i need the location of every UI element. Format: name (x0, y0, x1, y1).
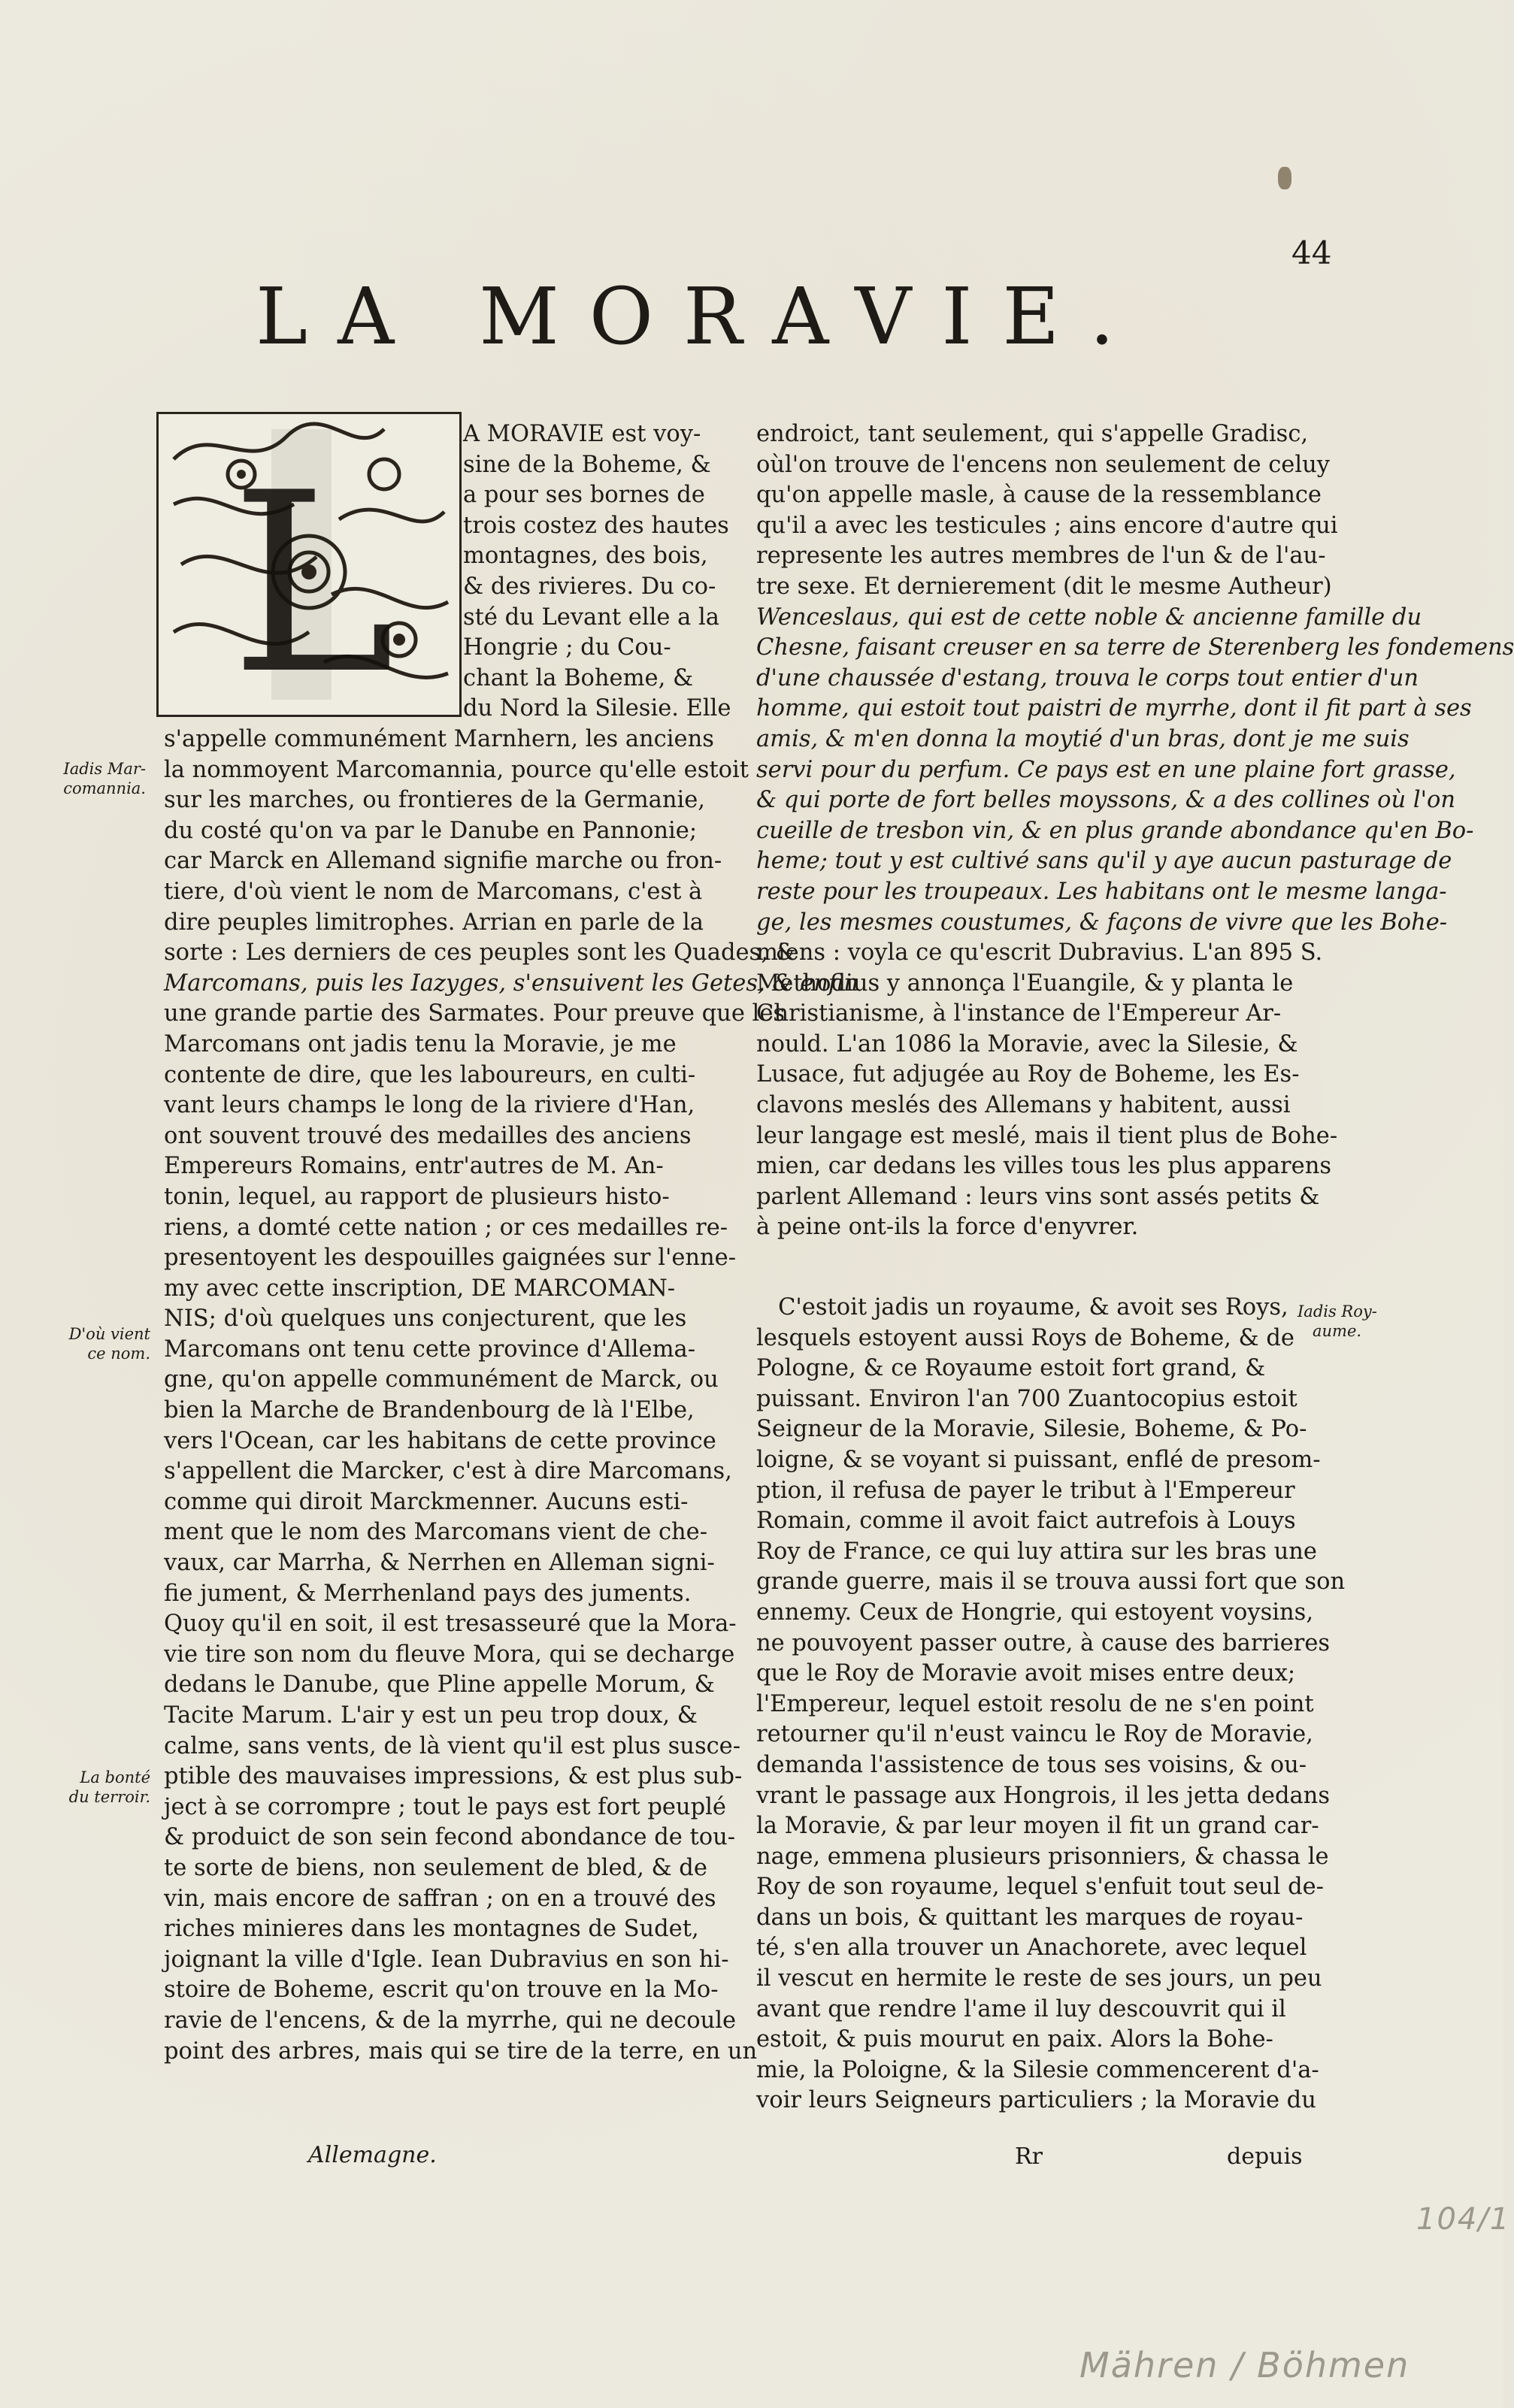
text-line: té, s'en alla trouver un Anachorete, avec lequel (756, 1935, 1307, 1962)
text-line: represente les autres membres de l'un & de l'au- (756, 543, 1326, 570)
text-line: vaux, car Marrha, & Nerrhen en Alleman signi- (164, 1550, 715, 1577)
text-line: Christianisme, à l'instance de l'Empereur Ar- (756, 1000, 1282, 1027)
text-line: C'estoit jadis un royaume, & avoit ses Roys, (756, 1294, 1288, 1320)
text-line: sté du Levant elle a la (463, 604, 719, 631)
text-line: lesquels estoyent aussi Roys de Boheme, & de (756, 1324, 1294, 1351)
text-line: car Marck en Allemand signifie marche ou fron- (164, 848, 722, 875)
text-line: demanda l'assistence de tous ses voisins, & ou- (756, 1751, 1307, 1778)
text-line: la nommoyent Marcomannia, pource qu'elle estoit (164, 756, 749, 783)
text-line: cueille de tresbon vin, & en plus grande abondance qu'en Bo- (756, 817, 1474, 844)
text-line: dans un bois, & quittant les marques de royau- (756, 1904, 1304, 1931)
right-column (756, 419, 1514, 1243)
text-line: a pour ses bornes de (463, 482, 705, 509)
text-line: puissant. Environ l'an 700 Zuantocopius estoit (756, 1385, 1297, 1412)
text-line: Quoy qu'il en soit, il est tresasseuré que la Mora- (164, 1611, 737, 1638)
right-catchword: depuis (1227, 2143, 1303, 2170)
text-line: oùl'on trouve de l'encens non seulement de celuy (756, 451, 1330, 478)
text-line: Romain, comme il avoit faict autrefois à Louys (756, 1508, 1296, 1535)
text-line: nage, emmena plusieurs prisonniers, & chassa le (756, 1843, 1329, 1870)
text-line: ption, il refusa de payer le tribut à l'Empereur (756, 1477, 1295, 1504)
text-line: mie, la Poloigne, & la Silesie commencerent d'a- (756, 2056, 1319, 2083)
margin-note-kingdom: Iadis Roy- aume. (1297, 1302, 1377, 1340)
text-line: vrant le passage aux Hongrois, il les jetta dedans (756, 1782, 1330, 1809)
text-line: bien la Marche de Brandenbourg de là l'Elbe, (164, 1397, 695, 1424)
text-line: vers l'Ocean, car les habitans de cette province (164, 1427, 716, 1454)
text-line: Roy de son royaume, lequel s'enfuit tout seul de- (756, 1874, 1324, 1901)
ornamental-drop-cap (156, 412, 462, 728)
text-line: la Moravie, & par leur moyen il fit un grand car- (756, 1813, 1319, 1840)
text-line: qu'il a avec les testicules ; ains encore d'autre qui (756, 512, 1338, 539)
text-line: tiere, d'où vient le nom de Marcomans, c'est à (164, 878, 703, 905)
text-line: contente de dire, que les laboureurs, en culti- (164, 1061, 696, 1088)
text-line: ont souvent trouvé des medailles des anciens (164, 1122, 692, 1149)
ink-spot (1278, 167, 1291, 189)
drop-cap-ornament-icon (159, 414, 459, 728)
text-line: ge, les mesmes coustumes, & façons de vivre que les Bohe- (756, 909, 1448, 936)
text-line: sur les marches, ou frontieres de la Germanie, (164, 787, 705, 814)
text-line: estoit, & puis mourut en paix. Alors la Bohe- (756, 2026, 1273, 2053)
left-catchword: Allemagne. (308, 2142, 437, 2168)
pencil-bottom-note: Mähren / Böhmen (1079, 2345, 1410, 2385)
text-line: dedans le Danube, que Pline appelle Morum, & (164, 1671, 715, 1699)
text-line: Marcomans ont jadis tenu la Moravie, je me (164, 1030, 677, 1057)
text-line: trois costez des hautes (463, 512, 729, 539)
text-line: ennemy. Ceux de Hongrie, qui estoyent voysins, (756, 1599, 1314, 1626)
text-line: voir leurs Seigneurs particuliers ; la Moravie du (756, 2087, 1316, 2114)
text-line: nould. L'an 1086 la Moravie, avec la Silesie, & (756, 1030, 1298, 1057)
text-line: riches minieres dans les montagnes de Sudet, (164, 1916, 699, 1943)
text-line: leur langage est meslé, mais il tient plus de Bohe- (756, 1122, 1338, 1149)
text-line: my avec cette inscription, DE MARCOMAN- (164, 1275, 676, 1302)
page-number: 44 (1291, 234, 1332, 271)
page-title: LA MORAVIE. (256, 271, 1145, 362)
text-line: tonin, lequel, au rapport de plusieurs histo- (164, 1183, 670, 1210)
text-line: une grande partie des Sarmates. Pour preuve que les (164, 1000, 786, 1027)
text-line: mien, car dedans les villes tous les plus apparens (756, 1153, 1331, 1180)
text-line: tre sexe. Et dernierement (dit le mesme Autheur) (756, 573, 1332, 600)
text-line: comme qui diroit Marckmenner. Aucuns esti- (164, 1488, 689, 1515)
text-line: Pologne, & ce Royaume estoit fort grand, & (756, 1355, 1266, 1382)
text-line: ject à se corrompre ; tout le pays est fort peuplé (164, 1793, 726, 1820)
margin-note-soil-quality: La bonté du terroir. (68, 1768, 150, 1806)
text-line: NIS; d'où quelques uns conjecturent, que les (164, 1305, 687, 1333)
text-line: Hongrie ; du Cou- (463, 634, 671, 661)
text-line: gne, qu'on appelle communément de Marck, ou (164, 1366, 719, 1393)
text-line: clavons meslés des Allemans y habitent, aussi (756, 1092, 1291, 1119)
text-line: Marcomans, puis les Iazyges, s'ensuivent les Getes, & enfin (164, 970, 858, 997)
text-line: joignant la ville d'Igle. Iean Dubravius en son hi- (164, 1946, 729, 1973)
text-line: amis, & m'en donna la moytié d'un bras, dont je me suis (756, 725, 1410, 752)
text-line: A MORAVIE est voy- (463, 421, 701, 447)
text-line: qu'on appelle masle, à cause de la ressemblance (756, 482, 1322, 509)
text-line: Wenceslaus, qui est de cette noble & ancienne famille du (756, 604, 1422, 631)
text-line: du Nord la Silesie. Elle (463, 695, 731, 722)
text-line: dire peuples limitrophes. Arrian en parle de la (164, 909, 704, 936)
drop-cap-letter: L (230, 440, 395, 728)
pencil-number-note: 104/1 (1416, 2202, 1511, 2237)
signature-mark: Rr (1015, 2143, 1043, 2170)
text-line: du costé qu'on va par le Danube en Pannonie; (164, 817, 698, 844)
text-line: s'appellent die Marcker, c'est à dire Marcomans, (164, 1458, 732, 1485)
left-column (164, 725, 858, 2067)
text-line: ravie de l'encens, & de la myrrhe, qui ne decoule (164, 2007, 737, 2034)
margin-note-origin-name: D'où vient ce nom. (68, 1325, 150, 1363)
text-line: grande guerre, mais il se trouva aussi fort que son (756, 1569, 1346, 1596)
text-line: vie tire son nom du fleuve Mora, qui se decharge (164, 1641, 735, 1668)
text-line: s'appelle communément Marnhern, les anciens (164, 726, 714, 752)
text-line: heme; tout y est cultivé sans qu'il y aye aucun pasturage de (756, 848, 1452, 875)
text-line: Roy de France, ce qui luy attira sur les bras une (756, 1538, 1317, 1565)
text-line: homme, qui estoit tout paistri de myrrhe, dont il fit part à ses (756, 695, 1472, 722)
text-line: point des arbres, mais qui se tire de la terre, en un (164, 2037, 758, 2065)
text-line: & qui porte de fort belles moyssons, & a des collines où l'on (756, 787, 1455, 814)
left-column-top (463, 419, 752, 725)
text-line: ment que le nom des Marcomans vient de che- (164, 1519, 708, 1546)
text-line: l'Empereur, lequel estoit resolu de ne s'en point (756, 1690, 1314, 1717)
text-line: miens : voyla ce qu'escrit Dubravius. L'an 895 S. (756, 939, 1323, 967)
text-line: vin, mais encore de saffran ; on en a trouvé des (164, 1885, 716, 1912)
text-line: Methodius y annonça l'Euangile, & y planta le (756, 970, 1294, 997)
text-line: servi pour du perfum. Ce pays est en une plaine fort grasse, (756, 756, 1456, 783)
text-line: Empereurs Romains, entr'autres de M. An- (164, 1153, 664, 1180)
margin-note-marcomannia: Iadis Mar- comannia. (63, 760, 146, 797)
text-line: riens, a domté cette nation ; or ces medailles re- (164, 1214, 728, 1241)
text-line: Chesne, faisant creuser en sa terre de Sterenberg les fondemens (756, 634, 1514, 661)
text-line: chant la Boheme, & (463, 664, 694, 691)
text-line: avant que rendre l'ame il luy descouvrit qui il (756, 1995, 1286, 2022)
text-line: d'une chaussée d'estang, trouva le corps tout entier d'un (756, 664, 1419, 691)
text-line: ptible des mauvaises impressions, & est plus sub- (164, 1763, 743, 1790)
text-line: vant leurs champs le long de la riviere d'Han, (164, 1092, 695, 1119)
text-line: stoire de Boheme, escrit qu'on trouve en la Mo- (164, 1977, 719, 2004)
text-line: ne pouvoyent passer outre, à cause des barrieres (756, 1629, 1331, 1656)
text-line: & produict de son sein fecond abondance de tou- (164, 1824, 736, 1851)
text-line: fie jument, & Merrhenland pays des juments. (164, 1580, 692, 1607)
text-line: & des rivieres. Du co- (463, 573, 716, 600)
text-line: sorte : Les derniers de ces peuples sont les Quades, & (164, 939, 796, 967)
text-line: Seigneur de la Moravie, Silesie, Boheme, & Po- (756, 1416, 1307, 1443)
text-line: presentoyent les despouilles gaignées sur l'enne- (164, 1245, 737, 1272)
text-line: sine de la Boheme, & (463, 451, 711, 478)
text-line: reste pour les troupeaux. Les habitans ont le mesme langa- (756, 878, 1447, 905)
text-line: il vescut en hermite le reste de ses jours, un peu (756, 1965, 1322, 1992)
text-line: calme, sans vents, de là vient qu'il est plus susce- (164, 1732, 741, 1759)
text-line: à peine ont-ils la force d'enyvrer. (756, 1214, 1139, 1241)
text-line: montagnes, des bois, (463, 543, 708, 570)
text-line: Tacite Marum. L'air y est un peu trop doux, & (164, 1702, 698, 1729)
text-line: Lusace, fut adjugée au Roy de Boheme, les Es- (756, 1061, 1300, 1088)
text-line: retourner qu'il n'eust vaincu le Roy de Moravie, (756, 1721, 1313, 1748)
text-line: te sorte de biens, non seulement de bled, & de (164, 1854, 707, 1881)
text-line: que le Roy de Moravie avoit mises entre deux; (756, 1660, 1296, 1687)
text-line: Marcomans ont tenu cette province d'Allema- (164, 1336, 695, 1363)
text-line: parlent Allemand : leurs vins sont assés petits & (756, 1183, 1320, 1210)
text-line: loigne, & se voyant si puissant, enflé de presom- (756, 1446, 1321, 1473)
text-line: endroict, tant seulement, qui s'appelle Gradisc, (756, 421, 1309, 447)
